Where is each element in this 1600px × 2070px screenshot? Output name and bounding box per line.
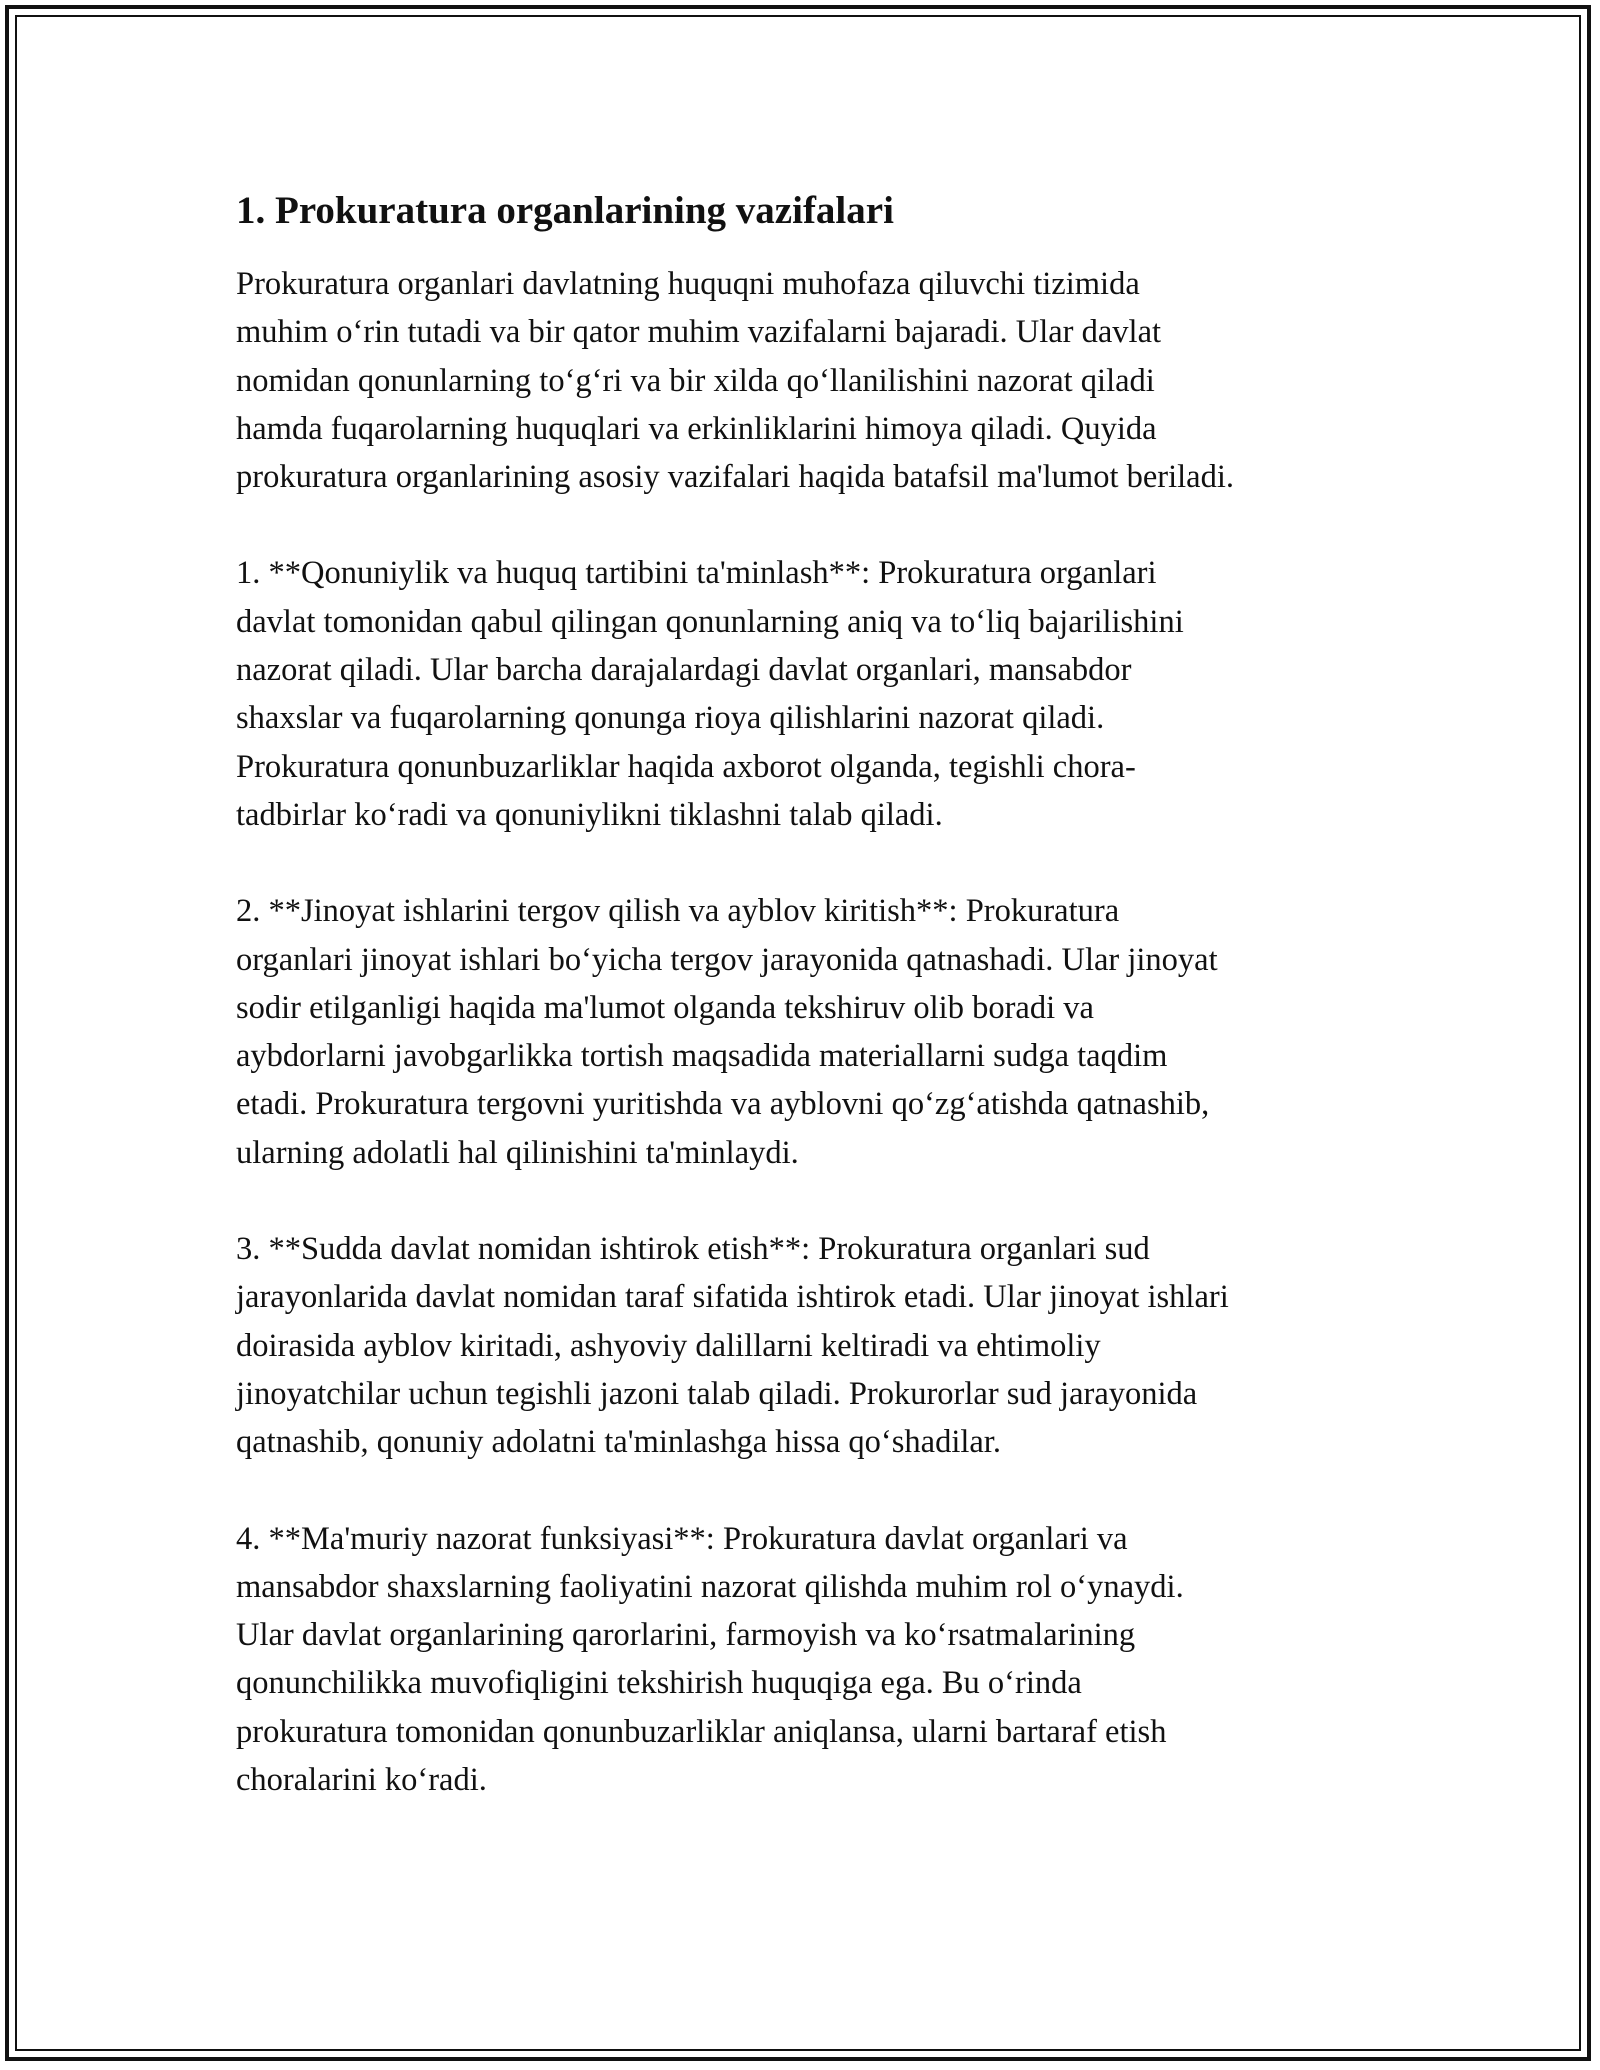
paragraph-1: 1. **Qonuniylik va huquq tartibini ta'minlash**: Prokuratura organlari davlat tomonidan qabul qilingan qonunlarning aniq va to‘liq bajarilishini nazorat qiladi. Ular barcha darajalardagi davlat organlari, mansabdor shaxslar va fuqarolarning qonunga rioya qilishlarini nazorat qiladi. Prokuratura qonunbuzarliklar haqida axborot olganda, tegishli chora- tadbirlar ko‘radi va qonuniylikni tiklashni talab qiladi.: [236, 555, 1184, 833]
paragraph-4: 4. **Ma'muriy nazorat funksiyasi**: Prokuratura davlat organlari va mansabdor shaxslarning faoliyatini nazorat qilishda muhim rol o‘ynaydi. Ular davlat organlarining qarorlarini, farmoyish va ko‘rsatmalarining qonunchilikka muvofiqligini tekshirish huquqiga ega. Bu o‘rinda prokuratura tomonidan qonunbuzarliklar aniqlansa, ularni bartaraf etish choralarini ko‘radi.: [236, 1520, 1184, 1799]
document-title: 1. Prokuratura organlarining vazifalari: [236, 189, 894, 232]
paragraph-3: 3. **Sudda davlat nomidan ishtirok etish**: Prokuratura organlari sud jarayonlarida davlat nomidan taraf sifatida ishtirok etadi. Ular jinoyat ishlari doirasida ayblov kiritadi, ashyoviy dalillarni keltiradi va ehtimoliy jinoyatchilar uchun tegishli jazoni talab qiladi. Prokurorlar sud jarayonida qatnashib, qonuniy adolatni ta'minlashga hissa qo‘shadilar.: [236, 1231, 1229, 1461]
paragraph-2: 2. **Jinoyat ishlarini tergov qilish va ayblov kiritish**: Prokuratura organlari jinoyat ishlari bo‘yicha tergov jarayonida qatnashadi. Ular jinoyat sodir etilganligi haqida ma'lumot olganda tekshiruv olib boradi va aybdorlarni javobgarlikka tortish maqsadida materiallarni sudga taqdim etadi. Prokuratura tergovni yuritishda va ayblovni qo‘zg‘atishda qatnashib, ularning adolatli hal qilinishini ta'minlaydi.: [236, 893, 1218, 1171]
document-body: [236, 186, 1376, 1852]
intro-paragraph: Prokuratura organlari davlatning huquqni muhofaza qiluvchi tizimida muhim o‘rin tutadi va bir qator muhim vazifalarni bajaradi. Ular davlat nomidan qonunlarning to‘g‘ri va bir xilda qo‘llanilishini nazorat qiladi hamda fuqarolarning huquqlari va erkinliklarini himoya qiladi. Quyida prokuratura organlarining asosiy vazifalari haqida batafsil ma'lumot beriladi.: [236, 266, 1234, 496]
